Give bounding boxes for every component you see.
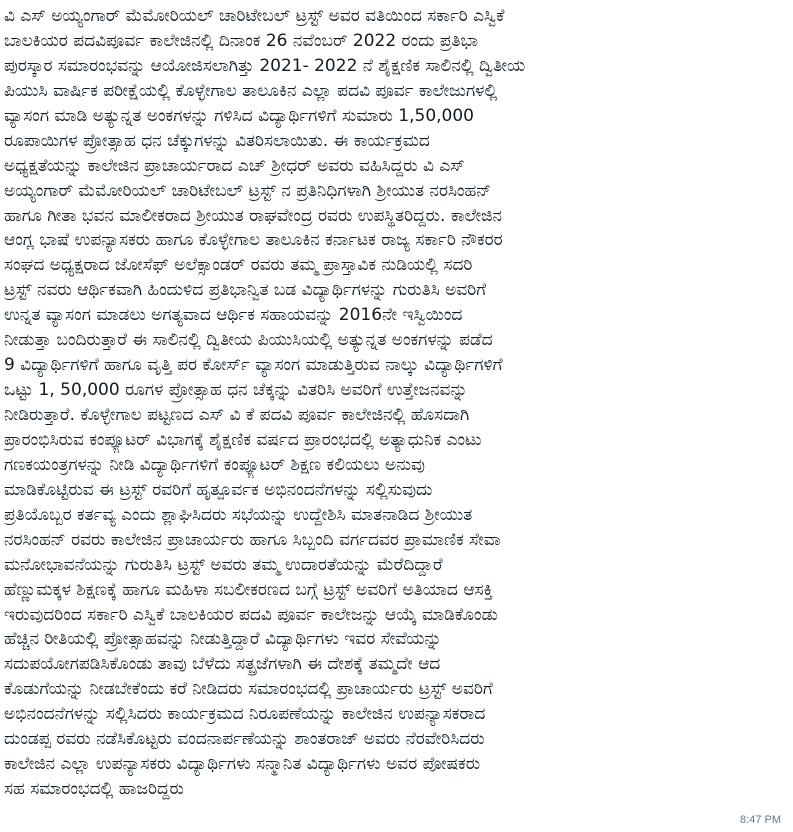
message-line: ಸಹ ಸಮಾರಂಭದಲ್ಲಿ ಹಾಜರಿದ್ದರು — [4, 779, 184, 800]
message-line: ಉನ್ನತ ವ್ಯಾಸಂಗ ಮಾಡಲು ಅಗತ್ಯವಾದ ಆರ್ಥಿಕ ಸಹಾಯವನ್ನು 2016ನೇ ಇಸ್ವಿಯಿಂದ — [4, 305, 463, 326]
message-line: ದುಂಡಪ್ಪ ರವರು ನಡೆಸಿಕೊಟ್ಟರು ವಂದನಾರ್ಪಣೆಯನ್ನು ಶಾಂತರಾಜ್ ಅವರು ನೆರವೇರಿಸಿದರು — [4, 729, 485, 750]
message-line: ಟ್ರಸ್ಟ್ ನವರು ಆರ್ಥಿಕವಾಗಿ ಹಿಂದುಳಿದ ಪ್ರತಿಭಾನ್ವಿತ ಬಡ ವಿದ್ಯಾರ್ಥಿಗಳನ್ನು ಗುರುತಿಸಿ ಅವರಿಗೆ — [4, 280, 487, 301]
message-line: ನರಸಿಂಹನ್ ರವರು ಕಾಲೇಜಿನ ಪ್ರಾಚಾರ್ಯರು ಹಾಗೂ ಸಿಬ್ಬಂದಿ ವರ್ಗದವರ ಪ್ರಾಮಾಣಿಕ ಸೇವಾ — [4, 529, 501, 550]
message-line: ಮಾಡಿಕೊಟ್ಟಿರುವ ಈ ಟ್ರಸ್ಟ್ ರವರಿಗೆ ಹೃತ್ಪೂರ್ವಕ ಅಭಿನಂದನೆಗಳನ್ನು ಸಲ್ಲಿಸುವುದು — [4, 479, 433, 500]
message-line: ಪ್ರತಿಯೊಬ್ಬರ ಕರ್ತವ್ಯ ಎಂದು ಶ್ಲಾಘಿಸಿದರು ಸಭೆಯನ್ನು ಉದ್ದೇಶಿಸಿ ಮಾತನಾಡಿದ ಶ್ರೀಯುತ — [4, 504, 473, 525]
message-line: ಕಾಲೇಜಿನ ಎಲ್ಲಾ ಉಪನ್ಯಾಸಕರು ವಿದ್ಯಾರ್ಥಿಗಳು ಸನ್ಮಾನಿತ ವಿದ್ಯಾರ್ಥಿಗಳು ಅವರ ಪೋಷಕರು — [4, 754, 481, 775]
message-timestamp: 8:47 PM — [740, 814, 781, 826]
message-line: ವಿ ಎಸ್ ಅಯ್ಯಂಗಾರ್ ಮೆಮೋರಿಯಲ್ ಚಾರಿಟೇಬಲ್ ಟ್ರಸ್ಟ್ ಅವರ ವತಿಯಿಂದ ಸರ್ಕಾರಿ ಎಸ್ವಿಕೆ — [4, 6, 505, 26]
message-line: ಪಿಯುಸಿ ವಾರ್ಷಿಕ ಪರೀಕ್ಷೆಯಲ್ಲಿ ಕೊಳ್ಳೇಗಾಲ ತಾಲೂಕಿನ ಎಲ್ಲಾ ಪದವಿ ಪೂರ್ವ ಕಾಲೇಜುಗಳಲ್ಲಿ — [4, 80, 498, 101]
message-line: ಸಂಘದ ಅಧ್ಯಕ್ಷರಾದ ಜೋಸೆಫ್ ಅಲೆಕ್ಸಾಂಡರ್ ರವರು ತಮ್ಮ ಪ್ರಾಸ್ತಾವಿಕ ನುಡಿಯಲ್ಲಿ ಸದರಿ — [4, 255, 473, 276]
message-line: ಪುರಸ್ಕಾರ ಸಮಾರಂಭವನ್ನು ಆಯೋಜಿಸಲಾಗಿತ್ತು 2021- 2022 ನೆ ಶೈಕ್ಷಣಿಕ ಸಾಲಿನಲ್ಲಿ ದ್ವಿತೀಯ — [4, 55, 526, 76]
message-line: ನೀಡುತ್ತಾ ಬಂದಿರುತ್ತಾರೆ ಈ ಸಾಲಿನಲ್ಲಿ ದ್ವಿತೀಯ ಪಿಯುಸಿಯಲ್ಲಿ ಅತ್ಯುನ್ನತ ಅಂಕಗಳನ್ನು ಪಡೆದ — [4, 330, 493, 351]
message-line: ಅಧ್ಯಕ್ಷತೆಯನ್ನು ಕಾಲೇಜಿನ ಪ್ರಾಚಾರ್ಯರಾದ ಎಚ್ ಶ್ರೀಧರ್ ಅವರು ವಹಿಸಿದ್ದರು ವಿ ಎಸ್ — [4, 155, 465, 176]
message-line: ನೀಡಿರುತ್ತಾರೆ. ಕೊಳ್ಳೇಗಾಲ ಪಟ್ಟಣದ ಎಸ್ ವಿ ಕೆ ಪದವಿ ಪೂರ್ವ ಕಾಲೇಜಿನಲ್ಲಿ ಹೊಸದಾಗಿ — [4, 405, 470, 425]
message-body — [4, 4, 789, 802]
message-line: ಹೆಣ್ಣುಮಕ್ಕಳ ಶಿಕ್ಷಣಕ್ಕೆ ಹಾಗೂ ಮಹಿಳಾ ಸಬಲೀಕರಣದ ಬಗ್ಗೆ ಟ್ರಸ್ಟ್ ಅವರಿಗೆ ಅತಿಯಾದ ಆಸಕ್ತಿ — [4, 579, 493, 600]
message-line: ಪ್ರಾರಂಭಿಸಿರುವ ಕಂಪ್ಯೂಟರ್ ವಿಭಾಗಕ್ಕೆ ಶೈಕ್ಷಣಿಕ ವರ್ಷದ ಪ್ರಾರಂಭದಲ್ಲಿ ಅತ್ಯಾಧುನಿಕ ಎಂಟು — [4, 429, 482, 450]
message-line: ಒಟ್ಟು 1, 50,000 ರೂಗಳ ಪ್ರೋತ್ಸಾಹ ಧನ ಚೆಕ್ಕನ್ನು ವಿತರಿಸಿ ಅವರಿಗೆ ಉತ್ತೇಜನವನ್ನು — [4, 380, 468, 401]
message-line: ಮನೋಭಾವನೆಯನ್ನು ಗುರುತಿಸಿ ಟ್ರಸ್ಟ್ ಅವರು ತಮ್ಮ ಉದಾರತೆಯನ್ನು ಮೆರೆದಿದ್ದಾರೆ — [4, 554, 443, 575]
message-line: ಬಾಲಕಿಯರ ಪದವಿಪೂರ್ವ ಕಾಲೇಜಿನಲ್ಲಿ ದಿನಾಂಕ 26 ನವೆಂಬರ್ 2022 ರಂದು ಪ್ರತಿಭಾ — [4, 30, 479, 51]
message-line: 9 ವಿದ್ಯಾರ್ಥಿಗಳಿಗೆ ಹಾಗೂ ವೃತ್ತಿ ಪರ ಕೋರ್ಸ್ ವ್ಯಾಸಂಗ ಮಾಡುತ್ತಿರುವ ನಾಲ್ಕು ವಿದ್ಯಾರ್ಥಿಗಳಿಗೆ — [4, 355, 503, 376]
message-line: ಅಭಿನಂದನೆಗಳನ್ನು ಸಲ್ಲಿಸಿದರು ಕಾರ್ಯಕ್ರಮದ ನಿರೂಪಣೆಯನ್ನು ಕಾಲೇಜಿನ ಉಪನ್ಯಾಸಕರಾದ — [4, 704, 486, 725]
message-line: ಸದುಪಯೋಗಪಡಿಸಿಕೊಂಡು ತಾವು ಬೆಳೆದು ಸತ್ಪ್ರಜೆಗಳಾಗಿ ಈ ದೇಶಕ್ಕೆ ತಮ್ಮದೇ ಆದ — [4, 654, 441, 675]
message-line: ಹೆಚ್ಚಿನ ರೀತಿಯಲ್ಲಿ ಪ್ರೋತ್ಸಾಹವನ್ನು ನೀಡುತ್ತಿದ್ದಾರೆ ವಿದ್ಯಾರ್ಥಿಗಳು ಇವರ ಸೇವೆಯನ್ನು — [4, 629, 442, 650]
message-line: ರೂಪಾಯಿಗಳ ಪ್ರೋತ್ಸಾಹ ಧನ ಚೆಕ್ಕುಗಳನ್ನು ವಿತರಿಸಲಾಯಿತು. ಈ ಕಾರ್ಯಕ್ರಮದ — [4, 130, 430, 151]
message-line: ಕೊಡುಗೆಯನ್ನು ನೀಡಬೇಕೆಂದು ಕರೆ ನೀಡಿದರು ಸಮಾರಂಭದಲ್ಲಿ ಪ್ರಾಚಾರ್ಯರು ಟ್ರಸ್ಟ್ ಅವರಿಗೆ — [4, 679, 493, 700]
message-line: ಆಂಗ್ಲ ಭಾಷೆ ಉಪನ್ಯಾಸಕರು ಹಾಗೂ ಕೊಳ್ಳೇಗಾಲ ತಾಲೂಕಿನ ಕರ್ನಾಟಕ ರಾಜ್ಯ ಸರ್ಕಾರಿ ನೌಕರರ — [4, 230, 503, 251]
message-line: ಅಯ್ಯಂಗಾರ್ ಮೆಮೋರಿಯಲ್ ಚಾರಿಟೇಬಲ್ ಟ್ರಸ್ಟ್ ನ ಪ್ರತಿನಿಧಿಗಳಾಗಿ ಶ್ರೀಯುತ ನರಸಿಂಹನ್ — [4, 180, 492, 201]
message-line: ಹಾಗೂ ಗೀತಾ ಭವನ ಮಾಲೀಕರಾದ ಶ್ರೀಯುತ ರಾಘವೇಂದ್ರ ರವರು ಉಪಸ್ಥಿತರಿದ್ದರು. ಕಾಲೇಜಿನ — [4, 205, 502, 226]
message-line: ವ್ಯಾಸಂಗ ಮಾಡಿ ಅತ್ಯುನ್ನತ ಅಂಕಗಳನ್ನು ಗಳಿಸಿದ ವಿದ್ಯಾರ್ಥಿಗಳಿಗೆ ಸುಮಾರು 1,50,000 — [4, 105, 475, 126]
message-line: ಇರುವುದರಿಂದ ಸರ್ಕಾರಿ ಎಸ್ವಿಕೆ ಬಾಲಕಿಯರ ಪದವಿ ಪೂರ್ವ ಕಾಲೇಜನ್ನು ಆಯ್ಕೆ ಮಾಡಿಕೊಂಡು — [4, 604, 498, 625]
message-line: ಗಣಕಯಂತ್ರಗಳನ್ನು ನೀಡಿ ವಿದ್ಯಾರ್ಥಿಗಳಿಗೆ ಕಂಪ್ಯೂಟರ್ ಶಿಕ್ಷಣ ಕಲಿಯಲು ಅನುವು — [4, 454, 425, 475]
